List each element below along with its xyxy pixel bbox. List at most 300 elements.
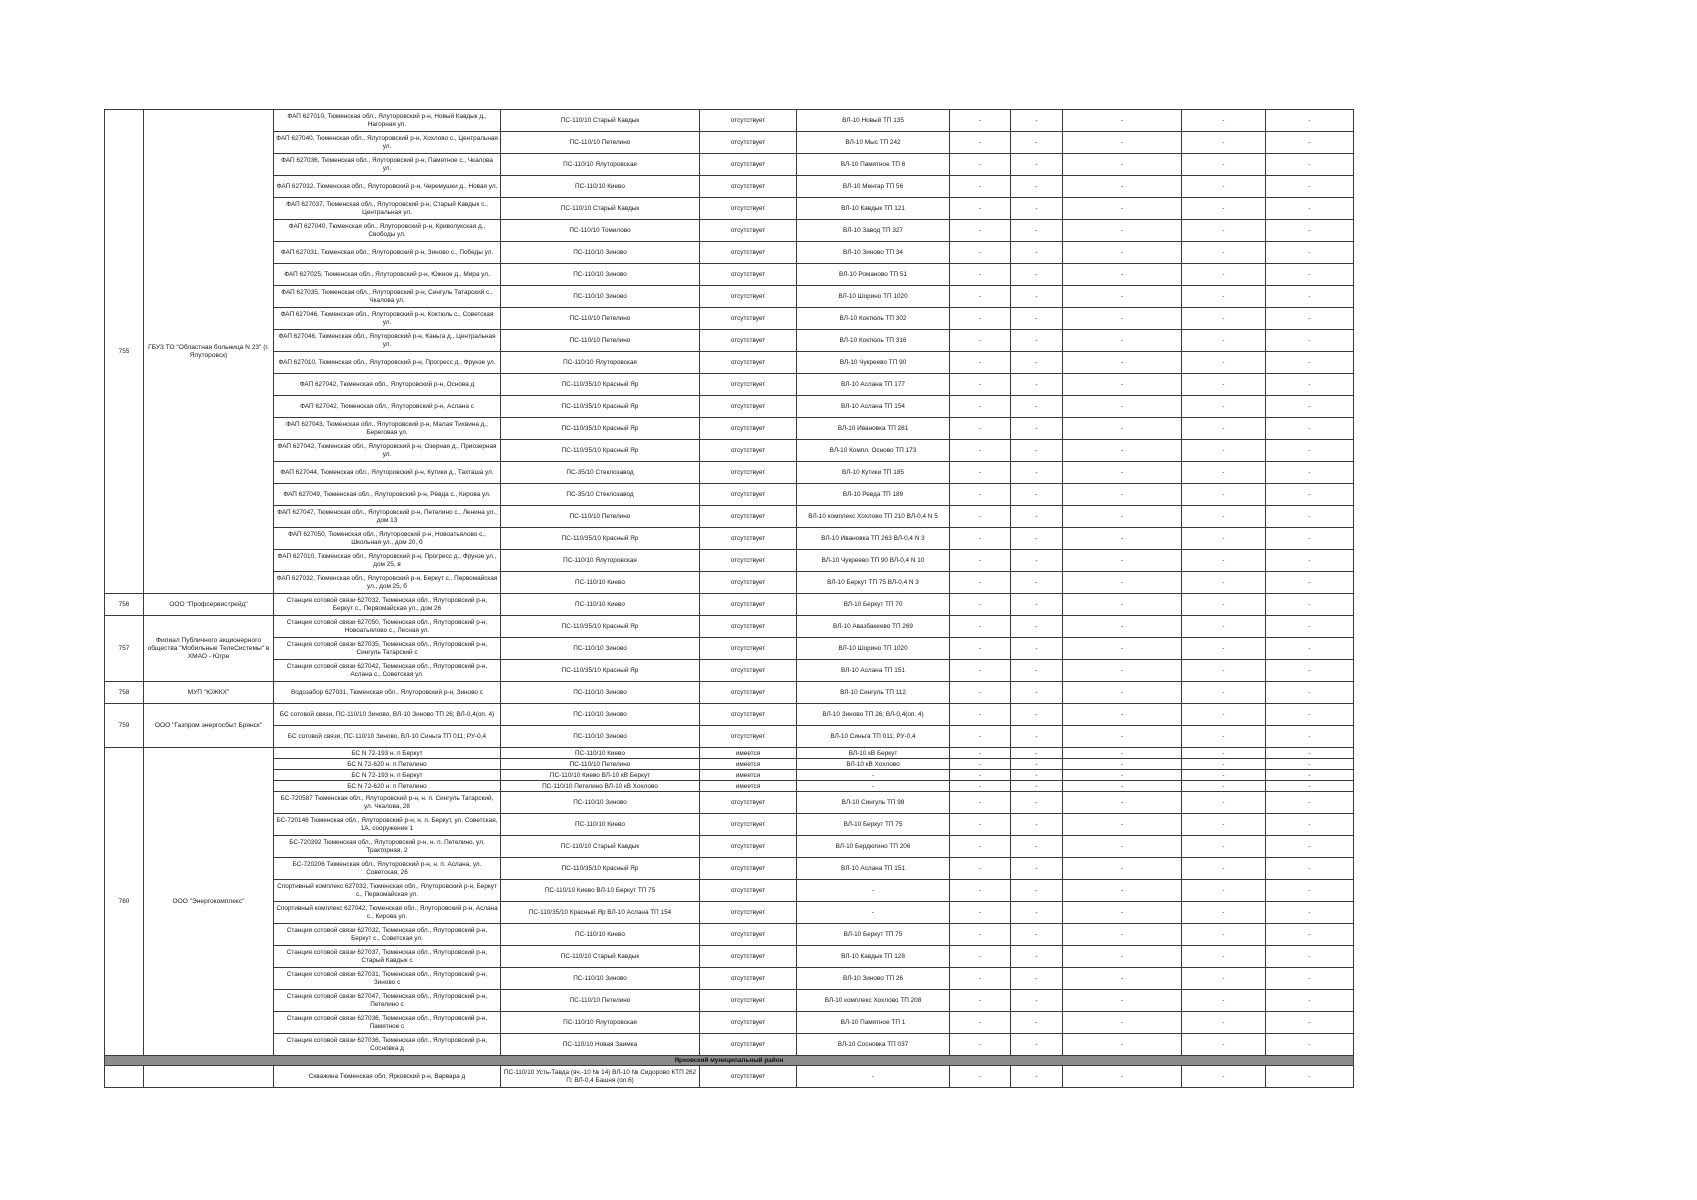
substation: ПС-110/35/10 Красный Яр: [501, 440, 700, 462]
power-line: ВЛ-10 Шорино ТП 1020: [797, 286, 950, 308]
dash-cell: -: [1266, 550, 1354, 572]
dash-cell: -: [1266, 781, 1354, 792]
power-line: ВЛ-10 Коктюль ТП 316: [797, 330, 950, 352]
dash-cell: -: [1266, 792, 1354, 814]
object-address: ФАП 627035, Тюменская обл., Ялуторовский р-н, Сингуль Татарский с., Чкалова ул.: [274, 286, 501, 308]
dash-cell: -: [1266, 264, 1354, 286]
status: отсутствует: [700, 704, 797, 726]
dash-cell: -: [950, 726, 1011, 748]
status: отсутствует: [700, 440, 797, 462]
table-row: [105, 836, 1354, 858]
object-address: ФАП 627049, Тюменская обл., Ялуторовский р-н, Рёвда с., Кирова ул.: [274, 484, 501, 506]
table-row: [105, 759, 1354, 770]
dash-cell: -: [1011, 308, 1063, 330]
object-address: Станция сотовой связи 627032, Тюменская обл., Ялуторовский р-н, Беркут с., Первомайская ул., дом 26: [274, 594, 501, 616]
status: отсутствует: [700, 858, 797, 880]
table-row: [105, 726, 1354, 748]
status: отсутствует: [700, 572, 797, 594]
dash-cell: -: [1182, 308, 1266, 330]
dash-cell: -: [1011, 594, 1063, 616]
dash-cell: -: [1011, 902, 1063, 924]
dash-cell: -: [1182, 484, 1266, 506]
dash-cell: -: [950, 264, 1011, 286]
object-address: ФАП 627047, Тюменская обл., Ялуторовский р-н, Петелино с., Ленина ул., дом 13: [274, 506, 501, 528]
dash-cell: -: [950, 132, 1011, 154]
power-line: ВЛ-10 Беркут ТП 75: [797, 814, 950, 836]
table-row: [105, 660, 1354, 682]
power-line: ВЛ-10 Бердюгино ТП 206: [797, 836, 950, 858]
object-address: Станция сотовой связи 627036, Тюменская обл., Ялуторовский р-н, Памятное с: [274, 1012, 501, 1034]
dash-cell: -: [1011, 748, 1063, 759]
table-row: [105, 176, 1354, 198]
dash-cell: -: [1182, 616, 1266, 638]
table-row: [105, 682, 1354, 704]
substation: ПС-110/35/10 Красный Яр: [501, 396, 700, 418]
table-row: [105, 440, 1354, 462]
table-row: [105, 264, 1354, 286]
object-address: Станция сотовой связи 627035, Тюменская обл., Ялуторовский р-н, Сингуль Татарский с: [274, 638, 501, 660]
substation: ПС-110/10 Зиново: [501, 726, 700, 748]
dash-cell: -: [950, 198, 1011, 220]
dash-cell: -: [950, 660, 1011, 682]
dash-cell: -: [1266, 682, 1354, 704]
power-line: ВЛ-10 Ивановка ТП 281: [797, 418, 950, 440]
dash-cell: -: [1266, 572, 1354, 594]
organization-name: ГБУЗ ТО "Областная больница N 23" (г. Ялуторовск): [144, 110, 274, 594]
substation: ПС-110/10 Старый Кавдык: [501, 836, 700, 858]
dash-cell: -: [1182, 176, 1266, 198]
dash-cell: -: [1063, 1034, 1182, 1056]
substation: ПС-110/10 Зиново: [501, 264, 700, 286]
status: отсутствует: [700, 946, 797, 968]
dash-cell: -: [1011, 1066, 1063, 1088]
dash-cell: -: [1266, 1034, 1354, 1056]
power-line: ВЛ-10 Менгар ТП 56: [797, 176, 950, 198]
substation: ПС-110/35/10 Красный Яр: [501, 858, 700, 880]
substation: ПС-110/10 Киево: [501, 748, 700, 759]
object-address: Станция сотовой связи 627036, Тюменская обл., Ялуторовский р-н, Сосновка д: [274, 1034, 501, 1056]
table-row: [105, 154, 1354, 176]
status: отсутствует: [700, 352, 797, 374]
object-address: ФАП 627037, Тюменская обл., Ялуторовский р-н, Старый Кавдык с., Центральная ул.: [274, 198, 501, 220]
dash-cell: -: [1063, 242, 1182, 264]
power-line: -: [797, 770, 950, 781]
dash-cell: -: [1011, 781, 1063, 792]
row-number: 756: [105, 594, 144, 616]
object-address: ФАП 627031, Тюменская обл., Ялуторовский р-н, Зиново с., Победы ул.: [274, 242, 501, 264]
dash-cell: -: [950, 528, 1011, 550]
status: отсутствует: [700, 660, 797, 682]
dash-cell: -: [1266, 770, 1354, 781]
object-address: БС N 72-620 н. п Петелино: [274, 781, 501, 792]
dash-cell: -: [1063, 880, 1182, 902]
dash-cell: -: [950, 770, 1011, 781]
power-line: ВЛ-10 Аслана ТП 151: [797, 660, 950, 682]
dash-cell: -: [1063, 660, 1182, 682]
substation: ПС-110/10 Ялуторовская: [501, 1012, 700, 1034]
status: имеется: [700, 781, 797, 792]
status: отсутствует: [700, 968, 797, 990]
dash-cell: -: [1266, 198, 1354, 220]
dash-cell: -: [1063, 396, 1182, 418]
substation: ПС-110/35/10 Красный Яр: [501, 616, 700, 638]
table-row: [105, 550, 1354, 572]
dash-cell: -: [950, 759, 1011, 770]
object-address: ФАП 627040, Тюменская обл., Ялуторовский р-н, Хохлово с., Центральная ул.: [274, 132, 501, 154]
dash-cell: -: [1063, 792, 1182, 814]
section-title: Ярковский муниципальный район: [105, 1056, 1354, 1066]
status: отсутствует: [700, 484, 797, 506]
object-address: БС-720587 Тюменская обл., Ялуторовский р-н, н. п. Сингуль Татарский, ул. Чкалова, 28: [274, 792, 501, 814]
power-line: ВЛ-10 Зиново ТП 34: [797, 242, 950, 264]
table-row: [105, 1012, 1354, 1034]
dash-cell: -: [950, 968, 1011, 990]
object-address: Станция сотовой связи 627037, Тюменская обл., Ялуторовский р-н, Старый Кавдык с: [274, 946, 501, 968]
dash-cell: -: [1266, 462, 1354, 484]
dash-cell: -: [1266, 858, 1354, 880]
dash-cell: -: [1011, 264, 1063, 286]
status: отсутствует: [700, 220, 797, 242]
status: отсутствует: [700, 308, 797, 330]
status: отсутствует: [700, 330, 797, 352]
dash-cell: -: [1011, 924, 1063, 946]
table-row: [105, 748, 1354, 759]
dash-cell: -: [1182, 572, 1266, 594]
dash-cell: -: [1266, 132, 1354, 154]
dash-cell: -: [1011, 704, 1063, 726]
dash-cell: -: [1063, 638, 1182, 660]
status: имеется: [700, 748, 797, 759]
dash-cell: -: [1011, 374, 1063, 396]
power-line: ВЛ-10 Кутики ТП 185: [797, 462, 950, 484]
dash-cell: -: [1011, 396, 1063, 418]
power-line: ВЛ-10 Беркут ТП 75 ВЛ-0,4 N 3: [797, 572, 950, 594]
object-address: Станция сотовой связи 627047, Тюменская обл., Ялуторовский р-н, Петелино с: [274, 990, 501, 1012]
dash-cell: -: [1011, 154, 1063, 176]
status: отсутствует: [700, 418, 797, 440]
dash-cell: -: [950, 902, 1011, 924]
table-row: [105, 594, 1354, 616]
status: отсутствует: [700, 506, 797, 528]
table-row: [105, 968, 1354, 990]
substation: ПС-110/35/10 Красный Яр ВЛ-10 Аслана ТП 154: [501, 902, 700, 924]
substation: ПС-110/10 Петелино: [501, 990, 700, 1012]
object-address: ФАП 627040, Тюменская обл., Ялуторовский р-н, Криволукская д., Свободы ул.: [274, 220, 501, 242]
substation: ПС-110/35/10 Красный Яр: [501, 374, 700, 396]
dash-cell: -: [1063, 759, 1182, 770]
power-line: ВЛ-10 Завод ТП 327: [797, 220, 950, 242]
dash-cell: -: [950, 176, 1011, 198]
object-address: Станция сотовой связи 627032, Тюменская обл., Ялуторовский р-н, Беркут с., Советская ул.: [274, 924, 501, 946]
dash-cell: -: [1182, 264, 1266, 286]
power-line: ВЛ-10 Беркут ТП 70: [797, 594, 950, 616]
table-row: [105, 506, 1354, 528]
dash-cell: -: [1011, 660, 1063, 682]
substation: ПС-110/10 Томилово: [501, 220, 700, 242]
dash-cell: -: [1011, 858, 1063, 880]
substation: ПС-110/35/10 Красный Яр: [501, 660, 700, 682]
power-line: ВЛ-10 Аслана ТП 151: [797, 858, 950, 880]
dash-cell: -: [1011, 759, 1063, 770]
substation: ПС-110/10 Ялуторовская: [501, 154, 700, 176]
status: отсутствует: [700, 990, 797, 1012]
object-address: Станция сотовой связи 627050, Тюменская обл., Ялуторовский р-н, Новоатьялово с., Лесная ул.: [274, 616, 501, 638]
dash-cell: -: [1063, 814, 1182, 836]
dash-cell: -: [1011, 990, 1063, 1012]
dash-cell: -: [1063, 858, 1182, 880]
power-line: ВЛ-10 Мыс ТП 242: [797, 132, 950, 154]
dash-cell: -: [1266, 352, 1354, 374]
status: отсутствует: [700, 286, 797, 308]
power-line: ВЛ-10 Ивановка ТП 263 ВЛ-0,4 N 3: [797, 528, 950, 550]
dash-cell: -: [1266, 242, 1354, 264]
dash-cell: -: [1063, 264, 1182, 286]
dash-cell: -: [1266, 440, 1354, 462]
dash-cell: -: [950, 418, 1011, 440]
dash-cell: -: [950, 1066, 1011, 1088]
substation: ПС-110/10 Зиново: [501, 638, 700, 660]
dash-cell: -: [1182, 638, 1266, 660]
dash-cell: -: [1011, 836, 1063, 858]
dash-cell: -: [1011, 352, 1063, 374]
dash-cell: -: [1266, 594, 1354, 616]
power-line: -: [797, 880, 950, 902]
dash-cell: -: [950, 506, 1011, 528]
power-line: ВЛ-10 Чукреево ТП 90: [797, 352, 950, 374]
dash-cell: -: [1266, 418, 1354, 440]
substation: ПС-110/10 Зиново: [501, 968, 700, 990]
dash-cell: -: [1011, 1012, 1063, 1034]
table-row: [105, 110, 1354, 132]
dash-cell: -: [1182, 902, 1266, 924]
substation: ПС-110/10 Старый Кавдык: [501, 198, 700, 220]
table-row: [105, 484, 1354, 506]
dash-cell: -: [1063, 506, 1182, 528]
dash-cell: -: [950, 154, 1011, 176]
power-line: ВЛ-10 кВ Беркут: [797, 748, 950, 759]
power-line: ВЛ-10 Сосновка ТП 037: [797, 1034, 950, 1056]
dash-cell: -: [1182, 352, 1266, 374]
dash-cell: -: [1011, 418, 1063, 440]
dash-cell: -: [1182, 968, 1266, 990]
data-table: [104, 109, 1354, 1088]
dash-cell: -: [1182, 836, 1266, 858]
dash-cell: -: [1266, 704, 1354, 726]
status: отсутствует: [700, 1066, 797, 1088]
dash-cell: -: [1266, 836, 1354, 858]
dash-cell: -: [950, 572, 1011, 594]
table-row: [105, 330, 1354, 352]
table-row: [105, 770, 1354, 781]
dash-cell: -: [950, 440, 1011, 462]
status: отсутствует: [700, 198, 797, 220]
dash-cell: -: [1182, 132, 1266, 154]
dash-cell: -: [1266, 506, 1354, 528]
dash-cell: -: [1182, 506, 1266, 528]
organization-name: ООО "Энергокомплекс": [144, 748, 274, 1056]
dash-cell: -: [1063, 286, 1182, 308]
dash-cell: -: [1182, 198, 1266, 220]
substation: ПС-110/10 Новая Заимка: [501, 1034, 700, 1056]
dash-cell: -: [1011, 198, 1063, 220]
table-row: [105, 308, 1354, 330]
table-row: [105, 396, 1354, 418]
dash-cell: -: [1182, 682, 1266, 704]
organization-name: Филиал Публичного акционерного общества "Мобильные ТелеСистемы" в ХМАО - Югре: [144, 616, 274, 682]
object-address: ФАП 627042, Тюменская обл., Ялуторовский р-н, Аслана с: [274, 396, 501, 418]
power-line: ВЛ-10 кВ Хохлово: [797, 759, 950, 770]
dash-cell: -: [1266, 616, 1354, 638]
object-address: БС-720146 Тюменская обл., Ялуторовский р-н, н. п. Беркут, ул. Советская, 1А, сооружение 1: [274, 814, 501, 836]
power-line: ВЛ-10 Сингуль ТП 112: [797, 682, 950, 704]
status: отсутствует: [700, 726, 797, 748]
dash-cell: -: [1063, 154, 1182, 176]
status: отсутствует: [700, 836, 797, 858]
object-address: ФАП 627046, Тюменская обл., Ялуторовский р-н, Каньга д., Центральная ул.: [274, 330, 501, 352]
table-row: [105, 198, 1354, 220]
dash-cell: -: [1063, 770, 1182, 781]
table-row: [105, 814, 1354, 836]
table-row: [105, 220, 1354, 242]
object-address: Водозабор 627031, Тюменская обл., Ялуторовский р-н, Зиново с: [274, 682, 501, 704]
substation: ПС-35/10 Стеклозавод: [501, 484, 700, 506]
dash-cell: -: [1011, 462, 1063, 484]
table-row: [105, 572, 1354, 594]
table-row: [105, 924, 1354, 946]
object-address: ФАП 627044, Тюменская обл., Ялуторовский р-н, Кутики д., Тахташа ул.: [274, 462, 501, 484]
dash-cell: -: [950, 330, 1011, 352]
dash-cell: -: [1182, 990, 1266, 1012]
power-line: ВЛ-10 Коктюль ТП 302: [797, 308, 950, 330]
dash-cell: -: [1266, 946, 1354, 968]
table-row: [105, 990, 1354, 1012]
dash-cell: -: [1011, 726, 1063, 748]
dash-cell: -: [950, 1034, 1011, 1056]
status: имеется: [700, 759, 797, 770]
object-address: БС N 72-620 н. п Петелино: [274, 759, 501, 770]
status: отсутствует: [700, 924, 797, 946]
dash-cell: -: [1182, 946, 1266, 968]
dash-cell: -: [1011, 616, 1063, 638]
dash-cell: -: [1182, 242, 1266, 264]
power-line: ВЛ-10 Сингуль ТП 98: [797, 792, 950, 814]
object-address: ФАП 627010, Тюменская обл., Ялуторовский р-н, Новый Кавдык д., Нагорная ул.: [274, 110, 501, 132]
dash-cell: -: [950, 792, 1011, 814]
status: отсутствует: [700, 176, 797, 198]
status: отсутствует: [700, 550, 797, 572]
dash-cell: -: [1063, 836, 1182, 858]
dash-cell: -: [1011, 440, 1063, 462]
substation: ПС-110/10 Зиново: [501, 242, 700, 264]
dash-cell: -: [1011, 770, 1063, 781]
dash-cell: -: [1063, 990, 1182, 1012]
power-line: ВЛ-10 Кавдык ТП 121: [797, 198, 950, 220]
row-number: 755: [105, 110, 144, 594]
organization-name: МУП "ЮЖКХ": [144, 682, 274, 704]
power-line: ВЛ-10 Романово ТП 51: [797, 264, 950, 286]
table-row: [105, 792, 1354, 814]
row-number: 757: [105, 616, 144, 682]
substation: ПС-110/35/10 Красный Яр: [501, 528, 700, 550]
dash-cell: -: [1011, 792, 1063, 814]
dash-cell: -: [1266, 814, 1354, 836]
dash-cell: -: [1182, 462, 1266, 484]
dash-cell: -: [1011, 506, 1063, 528]
dash-cell: -: [1182, 748, 1266, 759]
dash-cell: -: [1063, 1066, 1182, 1088]
power-line: ВЛ-10 Аслана ТП 177: [797, 374, 950, 396]
dash-cell: -: [1063, 330, 1182, 352]
object-address: Спортивный комплекс 627032, Тюменская обл., Ялуторовский р-н, Беркут с., Первомайская ул.: [274, 880, 501, 902]
dash-cell: -: [1182, 1012, 1266, 1034]
dash-cell: -: [1182, 726, 1266, 748]
organization-name: ООО "Газпром энергосбыт Брянск": [144, 704, 274, 748]
dash-cell: -: [1182, 858, 1266, 880]
dash-cell: -: [1266, 1012, 1354, 1034]
object-address: ФАП 627050, Тюменская обл., Ялуторовский р-н, Новоатьялово с., Школьная ул., дом 20, б: [274, 528, 501, 550]
dash-cell: -: [1011, 242, 1063, 264]
row-number: 758: [105, 682, 144, 704]
row-number: 760: [105, 748, 144, 1056]
dash-cell: -: [1266, 638, 1354, 660]
dash-cell: -: [950, 924, 1011, 946]
object-address: ФАП 627032, Тюменская обл., Ялуторовский р-н, Черемушки д., Новая ул.: [274, 176, 501, 198]
dash-cell: -: [1063, 374, 1182, 396]
dash-cell: -: [1266, 286, 1354, 308]
power-line: ВЛ-10 Синьга ТП 011; РУ-0,4: [797, 726, 950, 748]
dash-cell: -: [1266, 154, 1354, 176]
table-row: [105, 418, 1354, 440]
table-row: [105, 242, 1354, 264]
table-row: [105, 704, 1354, 726]
substation: ПС-110/10 Киево ВЛ-10 кВ Беркут: [501, 770, 700, 781]
dash-cell: -: [950, 308, 1011, 330]
dash-cell: -: [1063, 198, 1182, 220]
dash-cell: -: [1266, 110, 1354, 132]
dash-cell: -: [1011, 814, 1063, 836]
dash-cell: -: [1266, 660, 1354, 682]
dash-cell: -: [1182, 286, 1266, 308]
dash-cell: -: [950, 242, 1011, 264]
object-address: БС-720206 Тюменская обл., Ялуторовский р-н, н. п. Аслана, ул. Советская, 26: [274, 858, 501, 880]
substation: ПС-110/10 Старый Кавдык: [501, 110, 700, 132]
status: отсутствует: [700, 682, 797, 704]
dash-cell: -: [950, 682, 1011, 704]
dash-cell: -: [1011, 110, 1063, 132]
dash-cell: -: [950, 396, 1011, 418]
organization-name: [144, 1066, 274, 1088]
dash-cell: -: [1182, 440, 1266, 462]
substation: ПС-110/10 Зиново: [501, 792, 700, 814]
dash-cell: -: [1266, 528, 1354, 550]
dash-cell: -: [1182, 759, 1266, 770]
table-row: [105, 352, 1354, 374]
table-row: [105, 880, 1354, 902]
dash-cell: -: [1266, 308, 1354, 330]
dash-cell: -: [1063, 418, 1182, 440]
dash-cell: -: [950, 836, 1011, 858]
dash-cell: -: [1182, 528, 1266, 550]
dash-cell: -: [950, 748, 1011, 759]
object-address: Скважина Тюменская обл, Ярковский р-н, Варвара д: [274, 1066, 501, 1088]
table-row: [105, 638, 1354, 660]
object-address: БС сотовой связи, ПС-110/10 Зиново, ВЛ-10 Синьга ТП 011; РУ-0,4: [274, 726, 501, 748]
substation: ПС-110/10 Петелино: [501, 330, 700, 352]
dash-cell: -: [1011, 638, 1063, 660]
status: отсутствует: [700, 1012, 797, 1034]
table-row: [105, 462, 1354, 484]
dash-cell: -: [1266, 748, 1354, 759]
